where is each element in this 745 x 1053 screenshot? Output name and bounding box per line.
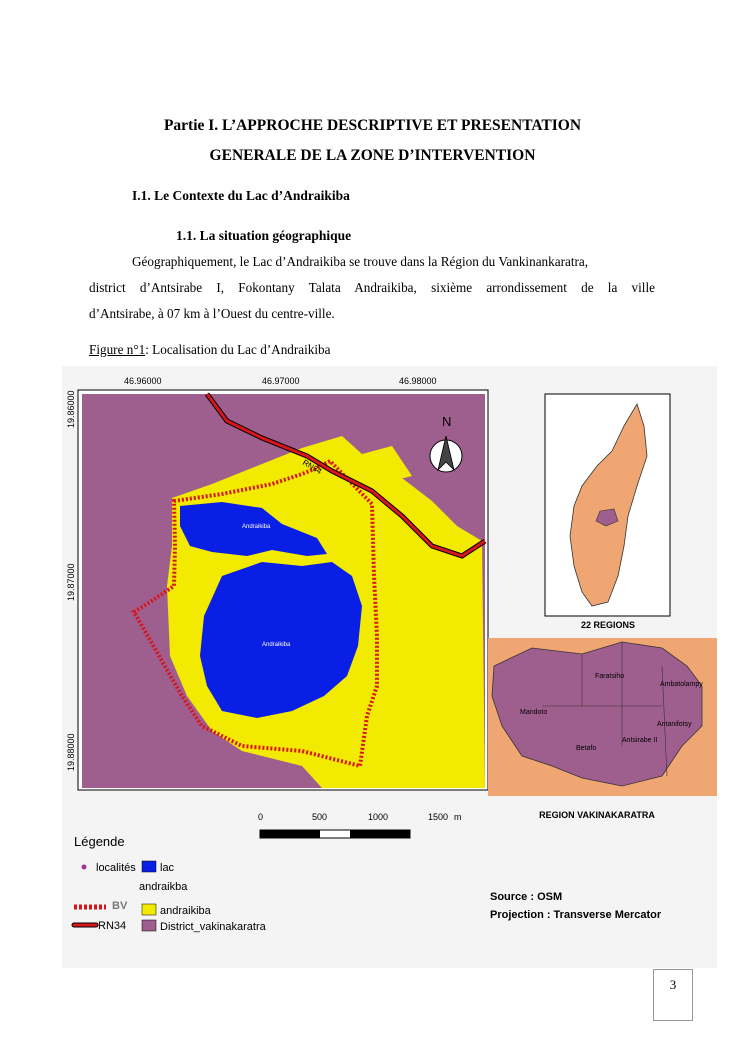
legend-lac-name: andraikba bbox=[139, 881, 188, 893]
district-ambatolampy: Ambatolampy bbox=[660, 681, 703, 688]
subsection-heading: 1.1. La situation géographique bbox=[176, 228, 352, 243]
district-antanifotsy: Antanifotsy bbox=[657, 721, 692, 728]
district-antsirabe-ii: Antsirabe II bbox=[622, 737, 658, 744]
main-map bbox=[66, 376, 488, 790]
legend-bv: BV bbox=[112, 900, 128, 912]
paragraph-line-3: d’Antsirabe, à 07 km à l’Ouest du centre-ville. bbox=[89, 306, 335, 321]
scale-tick-500: 500 bbox=[312, 812, 328, 822]
legend-lac: lac bbox=[160, 862, 175, 874]
scale-bar bbox=[258, 812, 462, 838]
region-inset bbox=[488, 638, 717, 820]
lake-label-north: Andraikiba bbox=[242, 524, 271, 530]
legend-rn34: RN34 bbox=[98, 920, 127, 932]
legend-lac-swatch bbox=[142, 861, 156, 872]
legend-title: Légende bbox=[74, 834, 125, 849]
legend-andraikiba-swatch bbox=[142, 904, 156, 915]
district-faratsiho: Faratsiho bbox=[595, 673, 625, 680]
scale-unit: m bbox=[454, 812, 462, 822]
madagascar-caption: 22 REGIONS bbox=[580, 620, 636, 630]
page-number bbox=[653, 969, 693, 1021]
coord-top-3: 46.98000 bbox=[399, 376, 437, 386]
district-mandoto: Mandoto bbox=[520, 709, 548, 716]
paragraph-line-1: Géographiquement, le Lac d’Andraikiba se trouve dans la Région du Vankinankaratra, bbox=[132, 254, 589, 269]
coord-left-3: 19.88000 bbox=[66, 733, 76, 771]
coord-top-1: 46.96000 bbox=[124, 376, 162, 386]
scale-tick-1500: 1500 bbox=[428, 812, 449, 822]
page-title-line-1: Partie I. L’APPROCHE DESCRIPTIVE ET PRESENTATION bbox=[163, 117, 582, 134]
madagascar-inset bbox=[545, 394, 670, 630]
localite-marker-icon bbox=[82, 865, 87, 870]
legend-district-swatch bbox=[142, 920, 156, 931]
district-betafo: Betafo bbox=[576, 745, 597, 752]
region-caption: REGION VAKINAKARATRA bbox=[539, 810, 655, 820]
paragraph-line-2: district d’Antsirabe I, Fokontany Talata Andraikiba, sixième arrondissement de la ville bbox=[89, 280, 655, 295]
scale-tick-1000: 1000 bbox=[368, 812, 389, 822]
figure-caption-text: : Localisation du Lac d’Andraikiba bbox=[145, 342, 331, 357]
page-number-value: 3 bbox=[669, 977, 677, 992]
map-svg bbox=[62, 366, 717, 968]
coord-left-1: 19.86000 bbox=[66, 390, 76, 428]
location-map-figure bbox=[62, 366, 717, 968]
road-label: RN34 bbox=[301, 457, 324, 476]
figure-label: Figure n°1 bbox=[89, 342, 146, 357]
legend-andraikiba: andraikiba bbox=[160, 905, 211, 917]
page-title-line-2: GENERALE DE LA ZONE D’INTERVENTION bbox=[209, 147, 536, 164]
coord-top-2: 46.97000 bbox=[262, 376, 300, 386]
lake-label-main: Andraikiba bbox=[262, 642, 291, 648]
coord-left-2: 19.87000 bbox=[66, 563, 76, 601]
legend bbox=[74, 834, 267, 933]
map-source: Source : OSM bbox=[490, 891, 563, 903]
figure-caption bbox=[89, 342, 331, 358]
scale-tick-0: 0 bbox=[258, 812, 264, 822]
legend-localites: localités bbox=[96, 862, 136, 874]
body-paragraph bbox=[89, 249, 655, 327]
section-heading: I.1. Le Contexte du Lac d’Andraikiba bbox=[132, 188, 350, 203]
legend-district: District_vakinakaratra bbox=[160, 921, 266, 933]
map-projection: Projection : Transverse Mercator bbox=[490, 909, 662, 921]
north-label: N bbox=[442, 414, 452, 429]
